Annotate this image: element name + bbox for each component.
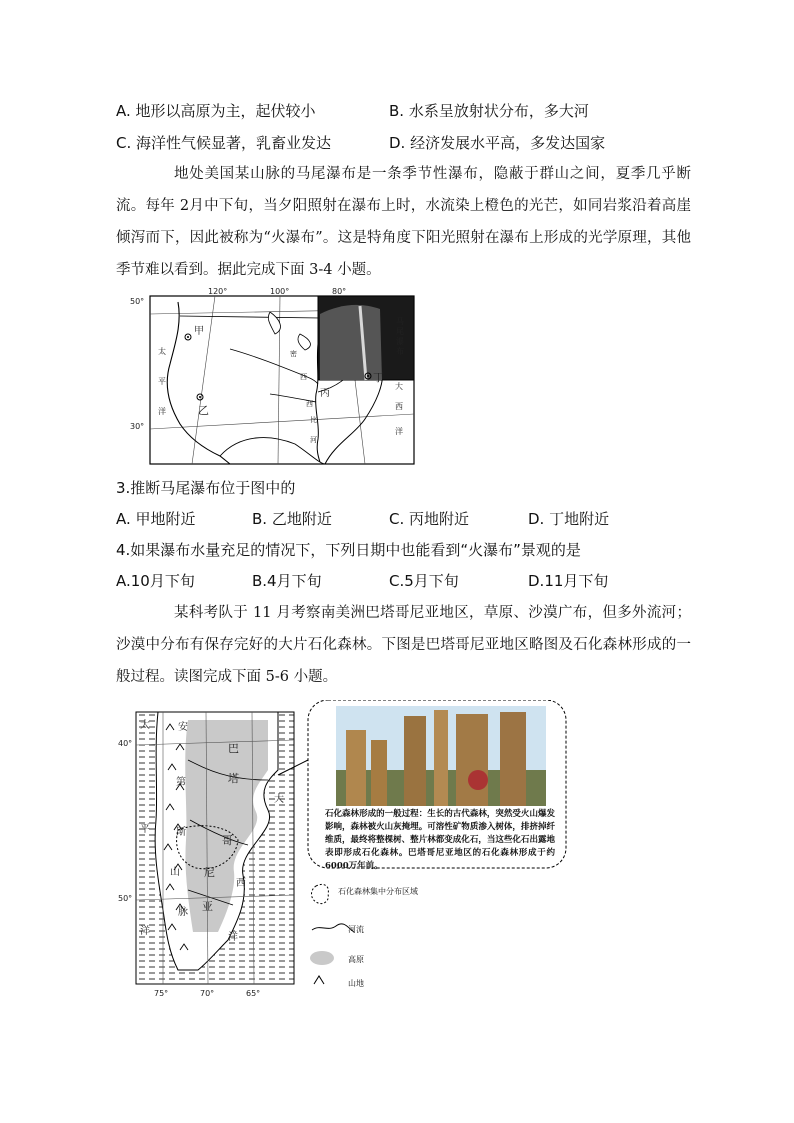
atlantic-3: 洋 (395, 427, 403, 436)
photo-caption-2: 尾 (396, 327, 404, 336)
q4-option-b: B.4月下旬 (252, 572, 322, 590)
photo-caption-4: 布 (396, 347, 404, 356)
patagonia-4: 尼 (204, 866, 215, 879)
q4-option-c: C.5月下旬 (389, 572, 459, 590)
option-a: A. 地形以高原为主，起伏较小 (116, 102, 316, 120)
andes-2: 第 (176, 777, 186, 788)
place-jia: 甲 (194, 326, 204, 337)
lon-label-70: 70° (200, 989, 215, 998)
andes-1: 安 (178, 722, 188, 733)
river-label-5: 河 (310, 436, 317, 444)
legend-forest: 石化森林集中分布区域 (338, 887, 418, 896)
lon-label-75: 75° (154, 989, 169, 998)
andes-5: 脉 (178, 907, 188, 918)
andes-3: 斯 (176, 827, 186, 838)
petrified-forest-caption: 石化森林形成的一般过程：生长的古代森林，突然受火山爆发影响，森林被火山灰掩埋。可溶性矿物质渗入树体，排挤掉纤维质，最终将整棵树、整片林都变成化石，当这些化石出露地表即形成石化森林。巴塔哥尼亚地区的石化森林形成于约6000万年前。 (325, 809, 555, 871)
lon-label-120: 120° (208, 287, 228, 296)
lon-label-100: 100° (270, 287, 290, 296)
patagonia-1: 巴 (228, 742, 239, 755)
patagonia-5: 亚 (202, 900, 213, 913)
pacific-2: 平 (140, 824, 150, 835)
pacific-3: 洋 (158, 407, 166, 416)
pacific-2: 平 (158, 377, 166, 386)
river-label-1: 密 (290, 350, 297, 358)
atlantic-3: 洋 (228, 932, 238, 943)
place-bing: 丙 (320, 388, 330, 399)
river-label-2: 西 (300, 373, 307, 381)
lon-label-80: 80° (332, 287, 347, 296)
lat-label-40: 40° (118, 739, 133, 748)
q4-stem: 4.如果瀑布水量充足的情况下，下列日期中也能看到“火瀑布”景观的是 (116, 541, 581, 559)
pacific-3: 洋 (140, 926, 150, 937)
place-ding: 丁 (373, 371, 384, 384)
lat-label-50: 50° (130, 297, 145, 306)
lat-label-50: 50° (118, 894, 133, 903)
map-north-america (120, 284, 420, 468)
river-label-3: 西 (306, 400, 313, 408)
q3-stem: 3.推断马尾瀑布位于图中的 (116, 479, 296, 497)
pacific-1: 太 (158, 347, 166, 356)
q3-option-d: D. 丁地附近 (528, 510, 610, 528)
atlantic-2: 西 (236, 878, 246, 889)
q3-option-c: C. 丙地附近 (389, 510, 470, 528)
q4-option-d: D.11月下旬 (528, 572, 609, 590)
place-yi: 乙 (198, 404, 209, 417)
q3-option-b: B. 乙地附近 (252, 510, 332, 528)
lon-label-65: 65° (246, 989, 261, 998)
legend (308, 880, 508, 990)
photo-caption-3: 瀑 (396, 337, 404, 346)
andes-4: 山 (170, 867, 180, 878)
q3-option-a: A. 甲地附近 (116, 510, 196, 528)
pacific-1: 太 (140, 720, 150, 731)
legend-mountain: 山地 (348, 979, 364, 988)
option-c: C. 海洋性气候显著，乳畜业发达 (116, 134, 332, 152)
atlantic-1: 大 (274, 794, 284, 805)
patagonia-3: 哥 (222, 834, 233, 847)
photo-caption-1: 马 (396, 317, 404, 326)
river-label-4: 比 (310, 416, 317, 424)
lat-label-30: 30° (130, 422, 145, 431)
option-d: D. 经济发展水平高，多发达国家 (389, 134, 606, 152)
legend-river: 河流 (348, 925, 364, 934)
q4-option-a: A.10月下旬 (116, 572, 195, 590)
atlantic-1: 大 (395, 382, 403, 391)
atlantic-2: 西 (395, 402, 403, 411)
patagonia-2: 塔 (228, 772, 239, 785)
option-b: B. 水系呈放射状分布，多大河 (389, 102, 589, 120)
map-patagonia (118, 700, 578, 1000)
legend-plateau: 高原 (348, 955, 364, 964)
passage-patagonia: 某科考队于 11 月考察南美洲巴塔哥尼亚地区，草原、沙漠广布，但多外流河；沙漠中分布有保存完好的大片石化森林。下图是巴塔哥尼亚地区略图及石化森林形成的一般过程。读图完成下面 5-6 小题。 (116, 605, 691, 685)
passage-waterfall: 地处美国某山脉的马尾瀑布是一条季节性瀑布，隐蔽于群山之间，夏季几乎断流。每年 2月中下旬，当夕阳照射在瀑布上时，水流染上橙色的光芒，如同岩浆沿着高崖倾泻而下，因此被称为“火瀑布”。这是特角度下阳光照射在瀑布上形成的光学原理，其他季节难以看到。据此完成下面 3-4 小题。 (116, 166, 691, 278)
